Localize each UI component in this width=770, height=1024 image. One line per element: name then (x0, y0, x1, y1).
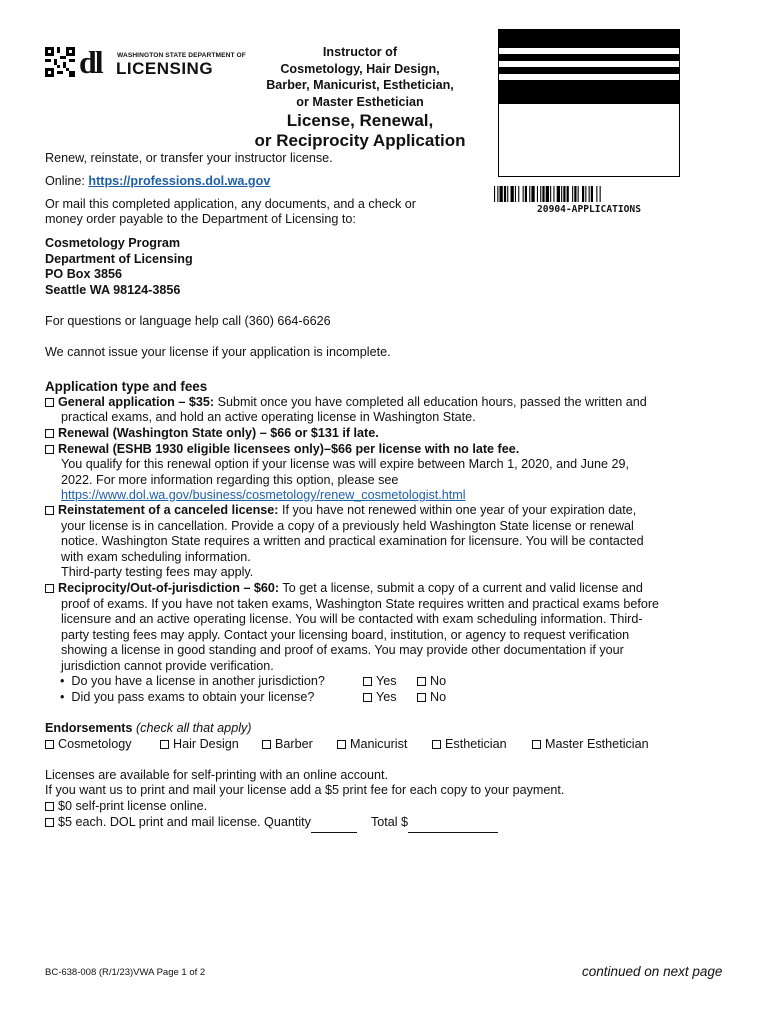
licensing-label: LICENSING (116, 59, 214, 78)
reinstatement-option (45, 503, 636, 518)
endorsement-hair-design (160, 737, 239, 752)
general-application-checkbox[interactable] (45, 398, 54, 407)
subtitle-line: Barber, Manicurist, Esthetician, (266, 78, 454, 92)
endorsement-cosmetology (45, 737, 132, 752)
barcode-icon (494, 186, 684, 202)
option-text: jurisdiction cannot provide verification. (61, 659, 274, 673)
endorsements-hint: (check all that apply) (135, 721, 252, 735)
section-heading-endorsements (45, 721, 251, 736)
endorsement-barber (262, 737, 313, 752)
bullet-icon: • (60, 690, 72, 704)
no-label: No (430, 690, 447, 704)
department-label: WASHINGTON STATE DEPARTMENT OF (117, 52, 246, 59)
endorsement-label: Barber (275, 737, 313, 751)
endorsement-label: Manicurist (350, 737, 408, 751)
mail-print-checkbox[interactable] (45, 818, 54, 827)
endorsement-label: Esthetician (445, 737, 507, 751)
exams-no-checkbox[interactable] (417, 693, 426, 702)
option-text: notice. Washington State requires a written and practical examination for licensure. You will be contacted (61, 534, 644, 548)
page-title: License, Renewal, (286, 111, 434, 130)
option-text: 2022. For more information regarding this option, please see (61, 473, 399, 487)
mail-text: Or mail this completed application, any documents, and a check or (45, 197, 417, 211)
renew-text: Renew, reinstate, or transfer your instructor license. (45, 151, 333, 165)
yes-label: Yes (376, 690, 397, 704)
endorsement-checkbox[interactable] (262, 740, 271, 749)
exams-question (60, 690, 314, 705)
jurisdiction-yes-checkbox[interactable] (363, 677, 372, 686)
mail-print-label: $5 each. DOL print and mail license. Quantity (58, 815, 311, 829)
form-code: BC-638-008 (R/1/23)VWA Page 1 of 2 (45, 967, 206, 978)
option-label: General application – $35: (58, 395, 215, 409)
option-text: proof of exams. If you have not taken exams, Washington State requires written and practical exams before (61, 597, 660, 611)
renewal-option (45, 426, 379, 441)
office-bar (499, 80, 679, 104)
barcode-label: 20904-APPLICATIONS (537, 204, 641, 215)
questions-text: For questions or language help call (360) 664-6626 (45, 314, 331, 328)
total-field[interactable] (408, 817, 498, 833)
eshb-renewal-option (45, 442, 519, 457)
endorsement-label: Cosmetology (58, 737, 132, 751)
total-label: Total $ (370, 815, 409, 829)
option-text: your license is in cancellation. Provide a copy of a previously held Washington State license or renewal (61, 519, 634, 533)
eshb-renewal-checkbox[interactable] (45, 445, 54, 454)
address-line: Seattle WA 98124-3856 (45, 283, 181, 297)
option-text: If you have not renewed within one year of your expiration date, (278, 503, 637, 517)
endorsement-checkbox[interactable] (337, 740, 346, 749)
option-text: You qualify for this renewal option if your license was will expire between March 1, 2020, and June 29, (61, 457, 629, 471)
question-text: Do you have a license in another jurisdiction? (71, 674, 325, 688)
jurisdiction-yes (363, 674, 397, 689)
option-text: practical exams, and hold an active operating license in Washington State. (61, 410, 476, 424)
jurisdiction-no-checkbox[interactable] (417, 677, 426, 686)
endorsement-master-esthetician (532, 737, 649, 752)
question-text: Did you pass exams to obtain your license? (71, 690, 315, 704)
endorsement-esthetician (432, 737, 507, 752)
mail-print-option (45, 815, 498, 833)
office-bar (499, 30, 679, 48)
option-label: Reinstatement of a canceled license: (58, 503, 279, 517)
option-text: party testing fees may apply. Contact your licensing board, institution, or agency to request verification (61, 628, 630, 642)
endorsement-label: Master Esthetician (545, 737, 649, 751)
endorsements-heading: Endorsements (45, 721, 133, 735)
endorsement-checkbox[interactable] (432, 740, 441, 749)
online-line (45, 174, 270, 189)
reciprocity-option (45, 581, 643, 596)
option-label: Renewal (Washington State only) – $66 or $131 if late. (58, 426, 379, 440)
option-text: showing a license in good standing and proof of exams. You may provide other documentation if your (61, 643, 624, 657)
option-text: Submit once you have completed all education hours, passed the written and (214, 395, 647, 409)
subtitle-line: Cosmetology, Hair Design, (280, 61, 440, 76)
address-line: Department of Licensing (45, 252, 193, 266)
yes-label: Yes (376, 674, 397, 688)
page-title: or Reciprocity Application (254, 131, 466, 150)
endorsement-checkbox[interactable] (45, 740, 54, 749)
address-line: PO Box 3856 (45, 267, 123, 281)
dol-logo-mark: dl (79, 44, 102, 80)
online-link[interactable]: https://professions.dol.wa.gov (88, 174, 271, 188)
option-text: Third-party testing fees may apply. (61, 565, 254, 579)
continued-note: continued on next page (582, 964, 723, 979)
print-info: Licenses are available for self-printing with an online account. (45, 768, 389, 782)
office-bar (499, 54, 679, 61)
office-bar (499, 67, 679, 74)
print-info: If you want us to print and mail your license add a $5 print fee for each copy to your payment. (45, 783, 565, 797)
reciprocity-checkbox[interactable] (45, 584, 54, 593)
form-title-block (235, 44, 485, 150)
endorsement-checkbox[interactable] (160, 740, 169, 749)
exams-yes-checkbox[interactable] (363, 693, 372, 702)
jurisdiction-question (60, 674, 325, 689)
quantity-field[interactable] (311, 817, 357, 833)
option-label: Reciprocity/Out-of-jurisdiction – $60: (58, 581, 280, 595)
address-line: Cosmetology Program (45, 236, 181, 250)
subtitle-line: or Master Esthetician (296, 94, 424, 109)
section-heading-application: Application type and fees (45, 379, 208, 394)
bullet-icon: • (60, 674, 72, 688)
self-print-option (45, 799, 207, 814)
mail-text: money order payable to the Department of Licensing to: (45, 212, 356, 226)
online-label: Online: (45, 174, 85, 188)
general-application-option (45, 395, 647, 410)
option-text: To get a license, submit a copy of a current and valid license and (279, 581, 643, 595)
jurisdiction-no (417, 674, 446, 689)
endorsement-manicurist (337, 737, 407, 752)
incomplete-text: We cannot issue your license if your application is incomplete. (45, 345, 391, 359)
eshb-info-link[interactable]: https://www.dol.wa.gov/business/cosmetology/renew_cosmetologist.html (61, 488, 466, 502)
dol-logo (45, 44, 246, 80)
exams-no (417, 690, 446, 705)
no-label: No (430, 674, 447, 688)
subtitle-line: Instructor of (322, 45, 398, 59)
exams-yes (363, 690, 397, 705)
self-print-checkbox[interactable] (45, 802, 54, 811)
reinstatement-checkbox[interactable] (45, 506, 54, 515)
endorsement-label: Hair Design (173, 737, 239, 751)
renewal-checkbox[interactable] (45, 429, 54, 438)
option-text: with exam scheduling information. (61, 550, 251, 564)
endorsement-checkbox[interactable] (532, 740, 541, 749)
self-print-label: $0 self-print license online. (58, 799, 208, 813)
qr-code-icon (45, 47, 75, 77)
option-label: Renewal (ESHB 1930 eligible licensees only)–$66 per license with no late fee. (58, 442, 520, 456)
eshb-link-line (61, 488, 466, 503)
option-text: licensure and an active operating license. You will be contacted with exam scheduling information. Third- (61, 612, 643, 626)
